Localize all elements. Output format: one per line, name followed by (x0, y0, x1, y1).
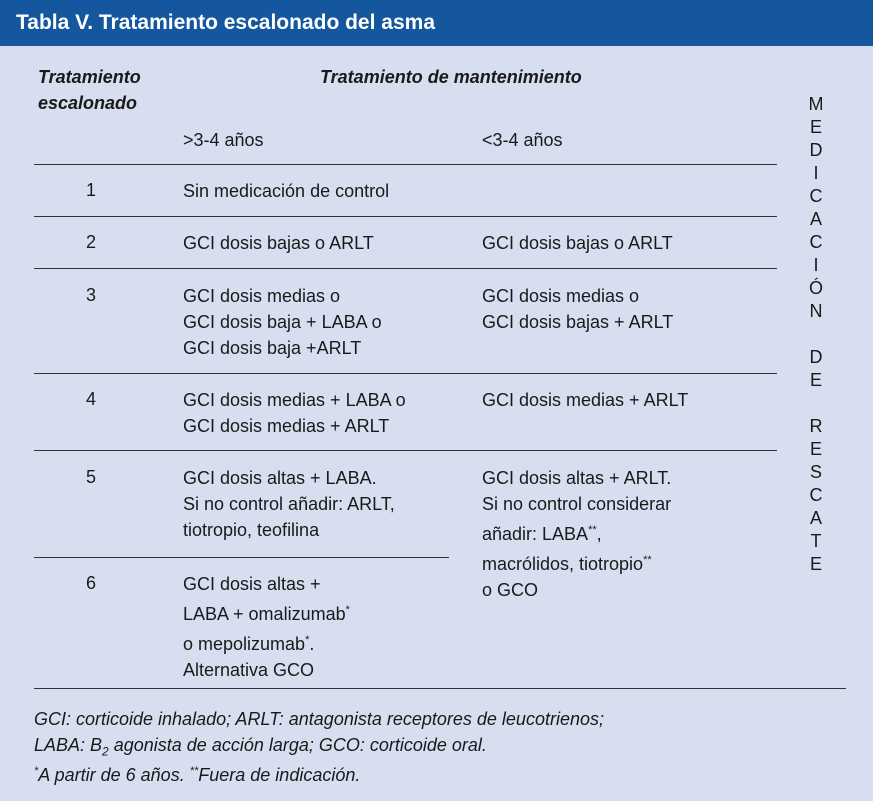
step-number: 3 (85, 285, 96, 305)
rule-row4 (34, 450, 777, 451)
column-header-over-3-4: >3-4 años (183, 130, 264, 150)
row4-over-cell: GCI dosis medias + LABA o GCI dosis medias + ARLT (183, 390, 406, 436)
footnote-abbreviations-2: LABA: $B_2$ agonista de acción larga; GCO: corticoide oral. (34, 735, 487, 759)
step-number: 2 (85, 232, 96, 252)
rule-row2 (34, 268, 777, 269)
step-number: 5 (85, 467, 96, 487)
row4-under-cell: GCI dosis medias + ARLT (482, 390, 689, 410)
row2-over-cell: GCI dosis bajas o ARLT (183, 233, 374, 253)
rule-bottom (34, 688, 846, 689)
footnote-marks: *A partir de 6 años. **Fuera de indicación. (34, 765, 361, 785)
row1-over-cell: Sin medicación de control (183, 181, 390, 201)
row5-6-under-cell: GCI dosis altas + ARLT. Si no control considerar añadir: LABA**, macrólidos, tiotropio** o GCO (482, 468, 672, 600)
row3-over-cell: GCI dosis medias o GCI dosis baja + LABA o GCI dosis baja +ARLT (183, 286, 382, 358)
table-title: Tabla V. Tratamiento escalonado del asma (0, 0, 873, 46)
rescue-medication-vertical-label: M E D I C A C I Ó N D E R E S C A T E (808, 94, 824, 574)
header-step-line2: escalonado (38, 93, 138, 113)
header-step-line1: Tratamiento (38, 67, 141, 87)
footnote-abbreviations-1: GCI: corticoide inhalado; ARLT: antagonista receptores de leucotrienos; (34, 709, 604, 729)
rule-header (34, 164, 777, 165)
rule-row1 (34, 216, 777, 217)
rule-row5 (34, 557, 449, 558)
step-number: 4 (85, 389, 96, 409)
row3-under-cell: GCI dosis medias o GCI dosis bajas + ARLT (482, 286, 674, 332)
step-number: 6 (85, 573, 96, 593)
header-maintenance: Tratamiento de mantenimiento (320, 67, 582, 87)
row2-under-cell: GCI dosis bajas o ARLT (482, 233, 673, 253)
row5-over-cell: GCI dosis altas + LABA. Si no control añadir: ARLT, tiotropio, teofilina (183, 468, 395, 540)
row6-over-cell: GCI dosis altas + LABA + omalizumab* o mepolizumab*. Alternativa GCO (183, 574, 350, 680)
column-header-under-3-4: <3-4 años (482, 130, 563, 150)
step-number: 1 (85, 180, 96, 200)
rule-row3 (34, 373, 777, 374)
